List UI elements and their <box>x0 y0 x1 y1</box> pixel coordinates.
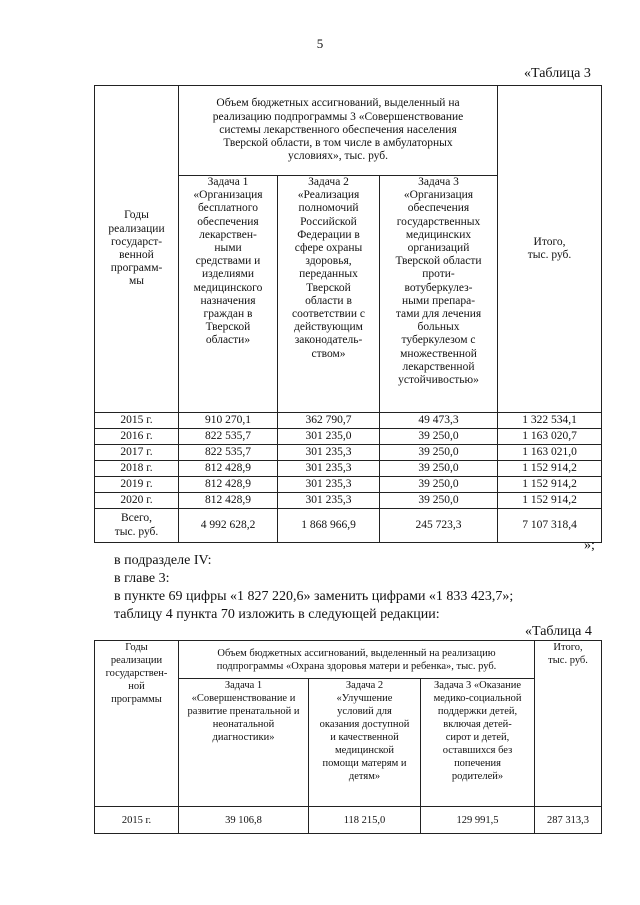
year-cell: 2019 г. <box>95 477 179 493</box>
text-line: ством» <box>311 347 346 360</box>
text-line: Объем бюджетных ассигнований, выделенный на <box>216 97 460 110</box>
years-header <box>95 641 179 807</box>
year-cell: 2018 г. <box>95 461 179 477</box>
value-cell: 301 235,3 <box>278 493 380 509</box>
table-3-closing: »; <box>584 538 595 553</box>
text-line: переданных <box>299 268 358 281</box>
grand-total-cell: 7 107 318,4 <box>498 509 602 543</box>
body-text <box>114 552 513 624</box>
text-line: множественной <box>400 347 477 360</box>
text-line: Федерации в <box>297 228 360 241</box>
text-line: программы <box>111 694 162 705</box>
text-line: ной <box>128 681 145 692</box>
text-line: Задача 1 <box>224 680 263 691</box>
text-line: здоровья, <box>305 255 352 268</box>
value-cell: 812 428,9 <box>179 477 278 493</box>
text-line: Задача 1 <box>207 176 249 188</box>
text-line: соответствии с <box>292 308 365 321</box>
text-line: родителей» <box>451 771 504 782</box>
value-cell: 129 991,5 <box>421 807 535 834</box>
grand-total-cell: 1 868 966,9 <box>278 509 380 543</box>
value-cell: 1 152 914,2 <box>498 461 602 477</box>
text-line: мы <box>128 275 144 288</box>
text-line: сфере охраны <box>294 242 363 255</box>
value-cell: 1 163 021,0 <box>498 445 602 461</box>
paragraph: в пункте 69 цифры «1 827 220,6» заменить цифрами «1 833 423,7»; <box>114 589 514 604</box>
value-cell: 1 152 914,2 <box>498 493 602 509</box>
table-row <box>95 413 602 429</box>
text-line: Тверской <box>306 281 351 294</box>
text-line: реализации <box>110 655 163 666</box>
text-line: медико-социальной <box>433 693 522 704</box>
text-line: назначения <box>200 294 256 307</box>
total-header <box>535 641 602 807</box>
value-cell: 39 250,0 <box>380 477 498 493</box>
text-line: Российской <box>300 215 357 228</box>
text-line: включая детей- <box>443 719 512 730</box>
text-line: Годы <box>124 209 149 222</box>
text-line: развитие пренатальной и <box>187 706 300 717</box>
value-cell: 301 235,3 <box>278 461 380 477</box>
value-cell: 822 535,7 <box>179 429 278 445</box>
budget-header <box>179 86 498 176</box>
table-row <box>95 807 602 834</box>
value-cell: 301 235,3 <box>278 477 380 493</box>
value-cell: 39 250,0 <box>380 445 498 461</box>
text-line: медицинской <box>334 745 395 756</box>
text-line: изделиями <box>201 268 255 281</box>
text-line: лекарственной <box>402 360 475 373</box>
total-header <box>498 86 602 413</box>
grand-total-cell: 4 992 628,2 <box>179 509 278 543</box>
task-2-header <box>278 176 380 413</box>
text-line: Тверской области, в том числе в амбулаторных <box>223 137 453 150</box>
text-line: венной <box>119 249 154 261</box>
text-line: граждан в <box>203 308 253 321</box>
years-header <box>95 86 179 413</box>
text-line: государствен- <box>105 668 168 679</box>
text-line: Годы <box>125 642 148 653</box>
text-line: сирот и детей, <box>445 732 510 743</box>
value-cell: 910 270,1 <box>179 413 278 429</box>
text-line: медицинских <box>405 228 472 241</box>
year-cell: 2020 г. <box>95 493 179 509</box>
paragraph: таблицу 4 пункта 70 изложить в следующей редакции: <box>114 607 440 622</box>
text-line: Задача 2 <box>345 680 384 691</box>
table-3 <box>94 85 602 543</box>
text-line: средствами и <box>195 255 261 268</box>
text-line: государст- <box>110 235 163 248</box>
text-line: законодатель- <box>294 334 363 347</box>
grand-total-cell: 245 723,3 <box>380 509 498 543</box>
value-cell: 822 535,7 <box>179 445 278 461</box>
value-cell: 39 250,0 <box>380 493 498 509</box>
task-1-header <box>179 679 309 807</box>
text-line: ными <box>214 242 242 255</box>
value-cell: 39 106,8 <box>179 807 309 834</box>
text-line: «Совершенствование и <box>191 693 296 704</box>
budget-header <box>179 641 535 679</box>
text-line: государственных <box>396 215 481 228</box>
text-line: неонатальной <box>212 719 275 730</box>
text-line: поддержки детей, <box>437 706 518 717</box>
value-cell: 118 215,0 <box>309 807 421 834</box>
text-line: Итого, <box>553 642 583 653</box>
text-line: области» <box>205 334 251 347</box>
value-cell: 812 428,9 <box>179 461 278 477</box>
text-line: тыс. руб. <box>527 249 572 261</box>
table-4 <box>94 640 602 834</box>
text-line: Задача 2 <box>308 176 349 188</box>
table-3-label: «Таблица 3 <box>524 66 591 81</box>
table-3-rows <box>95 413 602 509</box>
text-line: оставшихся без <box>442 745 513 756</box>
value-cell: 301 235,3 <box>278 445 380 461</box>
text-line: системы лекарственного обеспечения населения <box>219 123 457 136</box>
text-line: и качественной <box>330 732 399 743</box>
text-line: программ- <box>110 262 163 275</box>
table-row <box>95 477 602 493</box>
text-line: Всего, <box>120 512 153 525</box>
text-line: «Организация <box>193 189 263 202</box>
value-cell: 362 790,7 <box>278 413 380 429</box>
text-line: помощи матерям и <box>322 758 407 769</box>
text-line: условиях», тыс. руб. <box>288 150 388 163</box>
value-cell: 1 322 534,1 <box>498 413 602 429</box>
text-line: Тверской области <box>395 255 482 268</box>
task-1-header <box>179 176 278 413</box>
value-cell: 812 428,9 <box>179 493 278 509</box>
text-line: обеспечения <box>407 202 470 215</box>
text-line: туберкулезом с <box>401 334 476 347</box>
text-line: бесплатного <box>197 202 258 215</box>
text-line: Объем бюджетных ассигнований, выделенный на реализацию <box>217 647 496 659</box>
text-line: тыс. руб. <box>114 525 159 538</box>
text-line: обеспечения <box>197 215 259 228</box>
text-line: организаций <box>407 242 470 255</box>
text-line: Задача 3 <box>418 176 459 188</box>
table-row <box>95 429 602 445</box>
text-line: тыс. руб. <box>548 655 588 666</box>
text-line: области в <box>305 294 352 307</box>
text-line: «Организация <box>403 189 474 202</box>
year-cell: 2017 г. <box>95 445 179 461</box>
grand-total-label <box>95 509 179 543</box>
text-line: детям» <box>348 771 381 782</box>
text-line: условий для <box>337 706 392 717</box>
text-line: Задача 3 «Оказание <box>433 680 522 691</box>
text-line: Тверской <box>205 321 251 334</box>
text-line: оказания доступной <box>319 719 410 730</box>
text-line: вотуберкулез- <box>404 281 473 294</box>
text-line: действующим <box>294 321 363 334</box>
text-line: тами для лечения <box>395 308 482 321</box>
task-3-header <box>380 176 498 413</box>
year-cell: 2015 г. <box>95 413 179 429</box>
text-line: устойчивостью» <box>398 374 479 387</box>
text-line: проти- <box>422 268 455 281</box>
text-line: «Реализация <box>297 189 360 202</box>
page-number: 5 <box>316 36 324 51</box>
text-line: полномочий <box>298 202 359 215</box>
year-cell: 2016 г. <box>95 429 179 445</box>
value-cell: 49 473,3 <box>380 413 498 429</box>
table-row <box>95 445 602 461</box>
text-line: попечения <box>454 758 501 769</box>
task-2-header <box>309 679 421 807</box>
value-cell: 287 313,3 <box>535 807 602 834</box>
paragraph: в главе 3: <box>114 571 170 586</box>
table-row <box>95 493 602 509</box>
value-cell: 39 250,0 <box>380 461 498 477</box>
text-line: реализацию подпрограммы 3 «Совершенствование <box>212 110 464 123</box>
year-cell: 2015 г. <box>95 807 179 834</box>
value-cell: 39 250,0 <box>380 429 498 445</box>
text-line: лекарствен- <box>199 228 257 241</box>
table-4-label: «Таблица 4 <box>525 624 592 639</box>
text-line: реализации <box>108 222 165 235</box>
text-line: Итого, <box>533 235 566 248</box>
table-row <box>95 461 602 477</box>
text-line: больных <box>417 321 460 334</box>
value-cell: 301 235,0 <box>278 429 380 445</box>
task-3-header <box>421 679 535 807</box>
text-line: диагностики» <box>212 732 275 743</box>
text-line: ными препара- <box>401 294 476 307</box>
paragraph: в подразделе IV: <box>114 553 212 568</box>
value-cell: 1 163 020,7 <box>498 429 602 445</box>
text-line: «Улучшение <box>336 693 393 704</box>
table-4-rows <box>95 807 602 834</box>
text-line: медицинского <box>193 281 263 294</box>
value-cell: 1 152 914,2 <box>498 477 602 493</box>
text-line: подпрограммы «Охрана здоровья матери и ребенка», тыс. руб. <box>216 660 497 672</box>
